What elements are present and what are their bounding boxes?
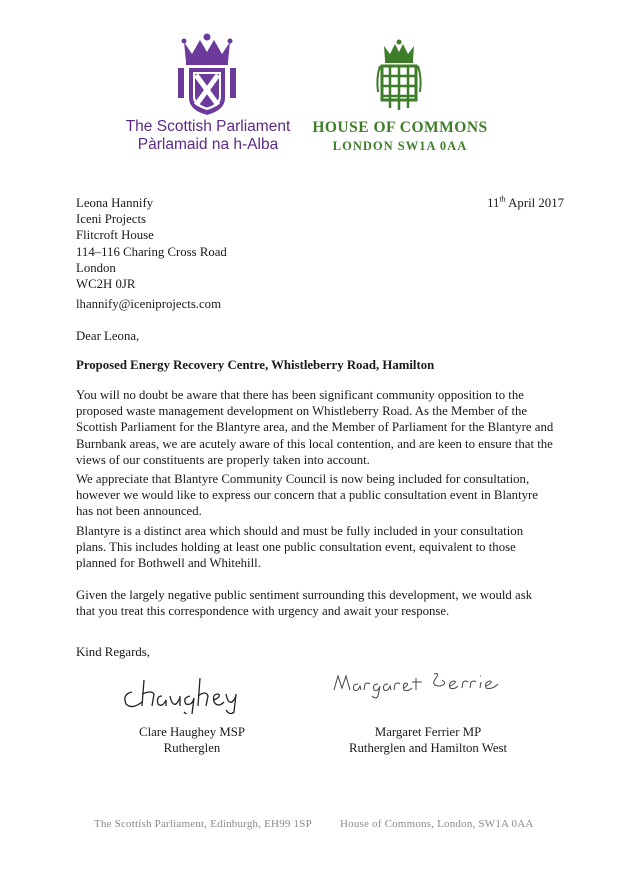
signatory-1: [112, 724, 272, 756]
body-paragraph: We appreciate that Blantyre Community Council is now being included for consultation, however we would like to express our concern that a public consultation event in Blantyre has not been announced.: [76, 472, 538, 519]
house-of-commons-name: [300, 118, 500, 155]
recipient-address: [76, 195, 227, 292]
footer-house-of-commons-address: House of Commons, London, SW1A 0AA: [340, 818, 534, 830]
house-of-commons-address: LONDON SW1A 0AA: [332, 139, 468, 153]
scottish-parliament-name-en: The Scottish Parliament: [125, 118, 291, 135]
signatory-name: Clare Haughey MSP: [139, 725, 245, 739]
recipient-city: London: [76, 260, 116, 275]
recipient-name: Leona Hannify: [76, 196, 154, 210]
body-paragraph: Blantyre is a distinct area which should and must be fully included in your consultation plans. This includes holding at least one public consultation event, equivalent to those planned for Bothwell and Whitehill.: [76, 524, 524, 571]
signature-clare-haughey: [118, 670, 248, 714]
letter-subject: Proposed Energy Recovery Centre, Whistleberry Road, Hamilton: [76, 358, 435, 372]
recipient-company: Iceni Projects: [76, 212, 147, 227]
recipient-building: Flitcroft House: [76, 228, 154, 243]
scottish-parliament-crest-icon: [162, 32, 252, 116]
house-of-commons-title: HOUSE OF COMMONS: [312, 119, 488, 136]
recipient-postcode: WC2H 0JR: [76, 277, 136, 292]
body-paragraph: Given the largely negative public sentiment surrounding this development, we would ask that you treat this correspondence with urgency and await your response.: [76, 588, 533, 619]
scottish-parliament-name-gd: Pàrlamaid na h-Alba: [137, 136, 279, 153]
recipient-email: lhannify@iceniprojects.com: [76, 297, 222, 311]
footer-scottish-parliament-address: The Scottish Parliament, Edinburgh, EH99 1SP: [94, 818, 312, 830]
letter-date: [487, 195, 564, 211]
portcullis-icon: [374, 38, 424, 114]
signatory-name: Margaret Ferrier MP: [374, 725, 482, 739]
date-day: 11: [487, 196, 500, 210]
signatory-constituency: Rutherglen and Hamilton West: [348, 741, 508, 756]
date-suffix: th: [499, 194, 506, 204]
signatory-2: [328, 724, 528, 756]
scottish-parliament-name: [118, 118, 298, 154]
signature-margaret-ferrier: [330, 664, 510, 700]
recipient-street: 114–116 Charing Cross Road: [76, 244, 227, 259]
signatory-constituency: Rutherglen: [163, 741, 221, 756]
closing: Kind Regards,: [76, 645, 150, 659]
salutation: Dear Leona,: [76, 329, 140, 343]
body-paragraph: You will no doubt be aware that there has been significant community opposition to the proposed waste management development on Whistleberry Road. As the Member of the Scottish Parliament for the Blantyre area, and the Member of Parliament for the Blantyre and Burnbank areas, we are acutely aware of this local contention, and are keen to ensure that the views of our constituents are properly taken into account.: [76, 388, 554, 467]
date-month-year: April 2017: [505, 196, 564, 210]
